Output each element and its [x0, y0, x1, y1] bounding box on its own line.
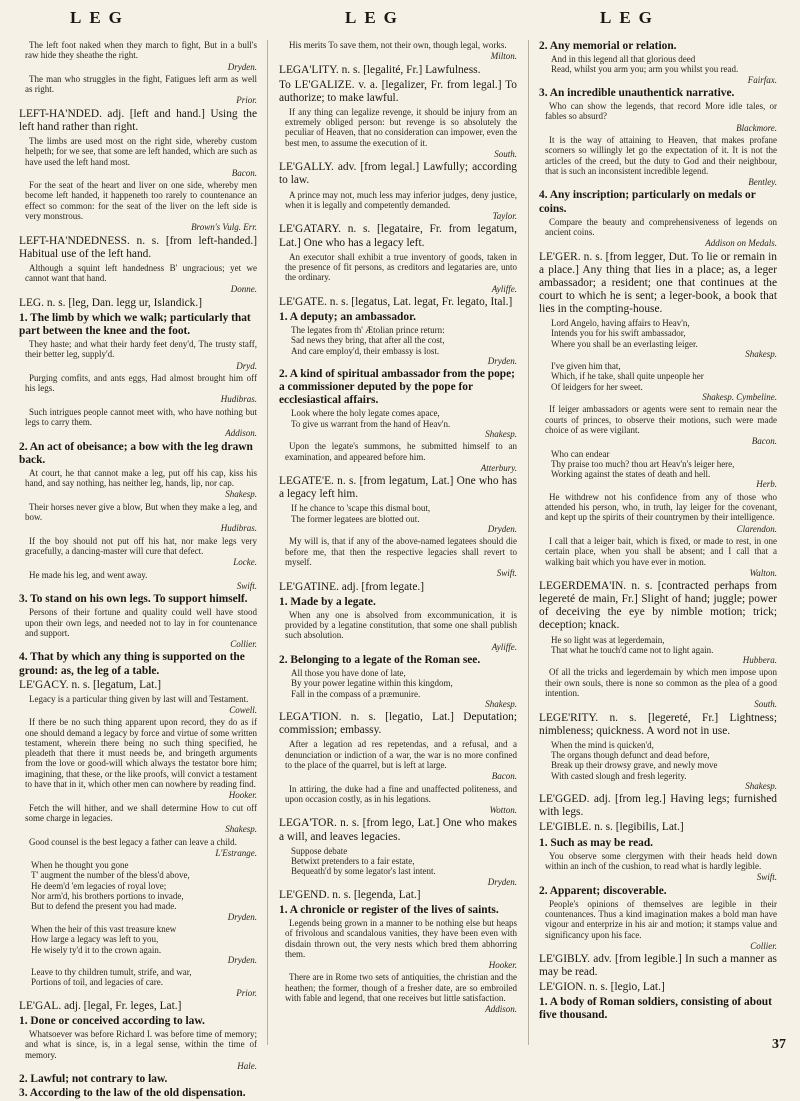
quotation-author: Prior. [236, 987, 257, 998]
verse-line: When he thought you gone [31, 860, 129, 871]
verse-line: Read, whilst you arm you; arm you whilst you read. [551, 64, 739, 75]
quotation-author: Shakesp. [485, 429, 517, 440]
column-2 [279, 40, 517, 1050]
verse-line: How large a legacy was left to you, [31, 934, 159, 945]
quotation: An executor shall exhibit a true inventory of goods, taken in the presence of fit persons, as creditors and legataries are, unto the ordinary. [285, 251, 517, 283]
quotation-author: Hudibras. [220, 523, 257, 534]
entry-legally: LE'GALLY. adv. [from legal.] Lawfully; according to law. [279, 161, 517, 187]
quotation-author: Shakesp. [225, 824, 257, 835]
quotation-author: Dryd. [236, 360, 257, 371]
quotation-author: Collier. [230, 639, 257, 650]
quotation-author: Hudibras. [220, 394, 257, 405]
verse-line: I've given him that, [551, 361, 621, 372]
quotation: If there be no such thing apparent upon record, they do as if one should demand a legacy by force and virtue of some written testament, wherein there being no such thing specified, he pleadeth that there it must needs be, and bringeth arguments from the love or good-will which always the testator bore him; imagining, that these, or the like proofs, will convict a testament to have that in it, which other men can nowhere by reading find. [25, 717, 257, 790]
verse-line: T' augment the number of the bless'd above, [31, 870, 190, 881]
sense: 4. That by which any thing is supported on the ground: as, the leg of a table. [19, 651, 245, 677]
verse-line: Sad news they bring, that after all the cost, [291, 335, 445, 346]
verse-line: He so light was at legerdemain, [551, 634, 665, 645]
sense: 1. Made by a legate. [279, 595, 376, 608]
entry-legged: LE'GGED. adj. [from leg.] Having legs; furnished with legs. [539, 793, 777, 819]
running-header-left: LEG [70, 8, 130, 27]
quotation-author: Bacon. [491, 771, 517, 782]
quotation-author: South. [754, 699, 777, 710]
quotation: People's opinions of themselves are legible in their countenances. Thus a kind imagination makes a bold man have vigour and enterprize in his air and motion; it stamps value and significancy upon his face. [545, 898, 777, 940]
entry-legality: LEGA'LITY. n. s. [legalité, Fr.] Lawfulness. [279, 63, 481, 76]
quotation: After a legation ad res repetendas, and a refusal, and a denunciation or indiction of a war, the war is no more confined to the place of the quarrel, but is left at large. [285, 739, 517, 770]
quotation-author: Swift. [236, 580, 257, 591]
quotation: Their horses never give a blow, But when they make a leg, and bow. [25, 501, 257, 523]
entry-legibly: LE'GIBLY. adv. [from legible.] In such a manner as may be read. [539, 953, 777, 979]
quotation: If leiger ambassadors or agents were sent to remain near the courts of princes, to observe their motions, such were made choice of as were vigilant. [545, 404, 777, 435]
quotation-author: Shakesp. [225, 489, 257, 500]
verse-line: The legates from th' Ætolian prince return: [291, 325, 445, 335]
quotation-author: Dryden. [227, 61, 257, 72]
verse-line: Nor arm'd, his brothers portions to invade, [31, 891, 184, 902]
quotation-author: Walton. [749, 567, 777, 578]
verse-line: Suppose debate [291, 845, 348, 856]
verse-line: Bequeath'd by some legator's last intent. [291, 866, 436, 877]
entry-legator: LEGA'TOR. n. s. [from lego, Lat.] One who makes a will, and leaves legacies. [279, 817, 517, 843]
quotation-author: Wotton. [489, 805, 517, 816]
entry-legacy: LE'GACY. n. s. [legatum, Lat.] [19, 678, 161, 691]
verse-line: Intends you for his swift ambassador, [551, 328, 686, 339]
entry-legend: LE'GEND. n. s. [legenda, Lat.] [279, 888, 421, 901]
quotation: Although a squint left handedness B' ungracious; yet we cannot want that hand. [25, 262, 257, 284]
quotation-author: Swift. [756, 872, 777, 883]
verse-line: If he chance to 'scape this dismal bout, [291, 503, 431, 514]
sense: 3. An incredible unauthentick narrative. [539, 86, 735, 99]
running-header-center: LEG [345, 8, 405, 27]
sense: 1. A chronicle or register of the lives of saints. [279, 903, 499, 916]
quotation: In attiring, the duke had a fine and unaffected politeness, and upon occasion costly, as in his legations. [285, 783, 517, 804]
entry-legate: LE'GATE. n. s. [legatus, Lat. legat, Fr. legato, Ital.] [279, 295, 513, 308]
entry-legible: LE'GIBLE. n. s. [legibilis, Lat.] [539, 821, 684, 834]
sense: 3. To stand on his own legs. To support himself. [19, 593, 248, 606]
quotation-author: Shakesp. Cymbeline. [702, 392, 777, 403]
verse-line: And in this legend all that glorious deed [551, 54, 696, 65]
quotation-author: Taylor. [492, 211, 517, 222]
entry-leger: LE'GER. n. s. [from legger, Dut. To lie or remain in a place.] Any thing that lies in a place; as, a leger ambassador; a resident; one that continues at the court to which he is sent; a leger-book, a book that lies in the compting-house. [539, 250, 777, 315]
quotation-author: Dryden. [487, 876, 517, 887]
entry-legatine: LE'GATINE. adj. [from legate.] [279, 580, 425, 593]
quotation-author: Herb. [756, 479, 777, 490]
quotation-author: Addison. [485, 1004, 517, 1015]
quotation-author: Bentley. [748, 177, 777, 188]
quotation: Such intrigues people cannot meet with, who have nothing but legs to carry them. [25, 406, 257, 428]
quotation-author: Hubbera. [742, 655, 777, 666]
verse-line: Fall in the compass of a præmunire. [291, 688, 421, 699]
quotation-author: L'Estrange. [215, 847, 257, 858]
quotation-author: Shakesp. [745, 348, 777, 359]
quotation: Purging comfits, and ants eggs, Had almost brought him off his legs. [25, 372, 257, 394]
quotation-author: Milton. [490, 51, 517, 62]
quotation-author: Atterbury. [480, 462, 517, 473]
quotation: If the boy should not put off his hat, nor make legs very gracefully, a dancing-master will cure that defect. [25, 535, 257, 556]
sense: 2. Apparent; discoverable. [539, 884, 667, 897]
sense: 2. Belonging to a legate of the Roman see. [279, 653, 481, 666]
quotation: Of all the tricks and legerdemain by which men impose upon their own souls, there is none so common as the plea of a good intention. [545, 667, 777, 698]
quotation-author: Bacon. [751, 436, 777, 447]
quotation-author: Swift. [496, 568, 517, 579]
sense: 2. Lawful; not contrary to law. [19, 1073, 168, 1086]
quotation-author: Ayliffe. [491, 283, 517, 294]
quotation-author: Fairfax. [747, 74, 777, 85]
verse-line: He deem'd 'em legacies of royal love; [31, 880, 167, 891]
quotation-author: Dryden. [227, 954, 257, 965]
quotation: The limbs are used most on the right side, whereby custom helpeth; for we see, that some are left handed, which are such as have used the left hand most. [25, 135, 257, 167]
quotation-author: Shakesp. [745, 780, 777, 791]
verse-line: He wisely ty'd it to the crown again. [31, 944, 162, 955]
quotation: At court, he that cannot make a leg, put off his cap, kiss his hand, and say nothing, has neither leg, hands, lip, nor cap. [25, 467, 257, 489]
quotation: For the seat of the heart and liver on one side, whereby men become left handed, it happeneth too rarely to countenance an effect so common: for the seat of the liver on the left side is very monstrous. [25, 180, 257, 222]
verse-line: When the heir of this vast treasure knew [31, 923, 177, 934]
entry-left-handedness: LEFT-HA'NDEDNESS. n. s. [from left-handed.] Habitual use of the left hand. [19, 234, 257, 260]
quotation-author: Locke. [233, 557, 257, 568]
entry-legatee: LEGATE'E. n. s. [from legatum, Lat.] One who has a legacy left him. [279, 475, 517, 501]
verse-line: And care employ'd, their embassy is lost. [291, 345, 440, 356]
sense: 1. Such as may be read. [539, 836, 654, 849]
sense: 2. Any memorial or relation. [539, 40, 677, 52]
sense: 1. A deputy; an ambassador. [279, 310, 416, 323]
entry-legion: LE'GION. n. s. [legio, Lat.] [539, 981, 665, 994]
quotation-author: Blackmore. [736, 122, 777, 133]
quotation-author: Addison. [225, 428, 257, 439]
sense: 3. According to the law of the old dispensation. [19, 1087, 246, 1100]
quotation: There are in Rome two sets of antiquities, the christian and the heathen; the former, though of a fresher date, are so embroiled with fable and legend, that one receives but little satisfaction. [285, 972, 517, 1004]
quotation-author: Dryden. [487, 524, 517, 535]
quotation-author: South. [494, 149, 517, 160]
quotation-author: Hooker. [228, 790, 257, 801]
sense: 2. A kind of spiritual ambassador from the pope; a commissioner deputed by the pope for ecclesiastical affairs. [279, 368, 515, 407]
verse-line: By your power legatine within this kingdom, [291, 678, 453, 689]
quotation: The man who struggles in the fight, Fatigues left arm as well as right. [25, 73, 257, 95]
quotation: I call that a leiger bait, which is fixed, or made to rest, in one certain place, when you shall be absent; and I call that a walking bait which you have ever in motion. [545, 535, 777, 567]
quotation: Legacy is a particular thing given by last will and Testament. [29, 693, 249, 704]
quotation: Persons of their fortune and quality could well have stood upon their own legs, and needed not to lay in for countenance and support. [25, 607, 257, 638]
entry-legalize: To LE'GALIZE. v. a. [legalizer, Fr. from legal.] To authorize; to make lawful. [279, 78, 517, 104]
quotation-author: Cowell. [229, 704, 257, 715]
verse-line: Thy praise too much? thou art Heav'n's leiger here, [551, 458, 735, 469]
quotation-author: Clarendon. [736, 523, 777, 534]
quotation: Compare the beauty and comprehensiveness of legends on ancient coins. [545, 216, 777, 237]
column-1 [19, 40, 257, 1100]
entry-left-handed: LEFT-HA'NDED. adj. [left and hand.] Using the left hand rather than right. [19, 107, 257, 133]
quotation: If any thing can legalize revenge, it should be injury from an extremely obliged person: but revenge is so absolutely the peculiar of Heaven, that no consideration can impower, even the best men, to assume the execution of it. [285, 106, 517, 148]
quotation: Whatsoever was before Richard I. was before time of memory; and what is since, is, in a legal sense, within the time of memory. [25, 1029, 257, 1060]
quotation: They haste; and what their hardy feet deny'd, The trusty staff, their better leg, supply'd. [25, 339, 257, 360]
quotation: A prince may not, much less may inferior judges, deny justice, when it is legally and competently demanded. [285, 189, 517, 210]
entry-legal: LE'GAL. adj. [legal, Fr. leges, Lat.] [19, 1000, 182, 1012]
quotation-author: Hale. [237, 1061, 257, 1072]
verse-line: That what he touch'd came not to light again. [551, 644, 714, 655]
verse-line: Working against the states of death and hell. [551, 469, 711, 480]
sense: 2. An act of obeisance; a bow with the leg drawn back. [19, 440, 253, 466]
quotation-author: Dryden. [227, 911, 257, 922]
quotation-author: Donne. [230, 284, 257, 295]
quotation: The left foot naked when they march to fight, But in a bull's raw hide they sheathe the right. [25, 40, 257, 61]
quotation: He withdrew not his confidence from any of those who attended his person, who, in truth, lay leiger for the covenant, and kept up the spirits of their countrymen by their intelligence. [545, 491, 777, 523]
quotation: It is the way of attaining to Heaven, that makes profane scorners so willingly let go the expectation of it. It is not the articles of the creed, but the duty to God and their neighbour, that is such an inconsistent incredible legend. [545, 134, 777, 176]
column-divider [267, 40, 268, 1045]
quotation-author: Bacon. [231, 167, 257, 178]
verse-line: Leave to thy children tumult, strife, and war, [31, 967, 192, 978]
quotation-author: Hooker. [488, 960, 517, 971]
verse-line: Betwixt pretenders to a fair estate, [291, 855, 415, 866]
quotation: You observe some clergymen with their heads held down within an inch of the cushion, to read what is hardly legible. [545, 850, 777, 871]
sense: 4. Any inscription; particularly on medals or coins. [539, 189, 756, 215]
verse-line: When the mind is quicken'd, [551, 739, 654, 750]
quotation: His merits To save them, not their own, though legal, works. [289, 40, 507, 50]
verse-line: Which, if he take, shall quite unpeople her [551, 371, 704, 382]
verse-line: Portions of toil, and legacies of care. [31, 977, 163, 988]
sense: 1. The limb by which we walk; particularly that part between the knee and the foot. [19, 311, 251, 337]
verse-line: The organs though defunct and dead before, [551, 750, 710, 761]
entry-legerdemain: LEGERDEMA'IN. n. s. [contracted perhaps from legereté de main, Fr.] Slight of hand; juggle; power of deceiving the eye by nimble motion; trick; deception; knack. [539, 580, 777, 632]
quotation-author: Collier. [750, 940, 777, 951]
sense: 1. Done or conceived according to law. [19, 1015, 205, 1028]
quotation-author: Dryden. [487, 355, 517, 366]
quotation-author: Shakesp. [485, 698, 517, 709]
quotation-author: Addison on Medals. [705, 238, 777, 249]
verse-line: Where you shall be an everlasting leiger. [551, 338, 698, 349]
sense: 1. A body of Roman soldiers, consisting of about five thousand. [539, 996, 772, 1022]
column-divider [528, 40, 529, 1045]
running-header-right: LEG [600, 8, 660, 27]
column-3 [539, 40, 777, 1050]
verse-line: Look where the holy legate comes apace, [291, 408, 440, 419]
page-number: 37 [772, 1037, 786, 1052]
verse-line: With casted slough and fresh legerity. [551, 770, 687, 781]
quotation: Legends being grown in a manner to be nothing else but heaps of frivolous and scandalous vanities, they have been even with disdain thrown out, the very nests which bred them abhorring them. [285, 918, 517, 959]
verse-line: To give us warrant from the hand of Heav'n. [291, 418, 451, 429]
entry-leg: LEG. n. s. [leg, Dan. legg ur, Islandick.] [19, 296, 203, 309]
verse-line: Lord Angelo, having affairs to Heav'n, [551, 318, 690, 328]
verse-line: Break up their drowsy grave, and newly move [551, 760, 718, 771]
quotation-author: Prior. [236, 95, 257, 106]
verse-line: Of leidgers for her sweet. [551, 381, 643, 392]
quotation: Good counsel is the best legacy a father can leave a child. [29, 836, 237, 847]
quotation: He made his leg, and went away. [29, 569, 148, 580]
verse-line: Who can endear [551, 448, 610, 459]
quotation-author: Ayliffe. [491, 641, 517, 652]
quotation: My will is, that if any of the above-named legatees should die before me, that then the respective legacies shall revert to myself. [285, 536, 517, 567]
entry-legatary: LE'GATARY. n. s. [legataire, Fr. from legatum, Lat.] One who has a legacy left. [279, 223, 517, 249]
verse-line: But to defend the present you had made. [31, 901, 177, 912]
quotation: Who can show the legends, that record More idle tales, or fables so absurd? [545, 101, 777, 122]
entry-legation: LEGA'TION. n. s. [legatio, Lat.] Deputation; commission; embassy. [279, 711, 517, 737]
quotation: Upon the legate's summons, he submitted himself to an examination, and appeared before him. [285, 441, 517, 462]
verse-line: The former legatees are blotted out. [291, 513, 420, 524]
quotation: When any one is absolved from excommunication, it is provided by a legatine constitution, that some one shall publish such absolution. [285, 609, 517, 641]
entry-legerity: LEGE'RITY. n. s. [legereté, Fr.] Lightness; nimbleness; quickness. A word not in use. [539, 711, 777, 737]
verse-line: All those you have done of late, [291, 667, 406, 678]
quotation-author: Brown's Vulg. Err. [191, 222, 257, 233]
quotation: Fetch the will hither, and we shall determine How to cut off some charge in legacies. [25, 802, 257, 823]
